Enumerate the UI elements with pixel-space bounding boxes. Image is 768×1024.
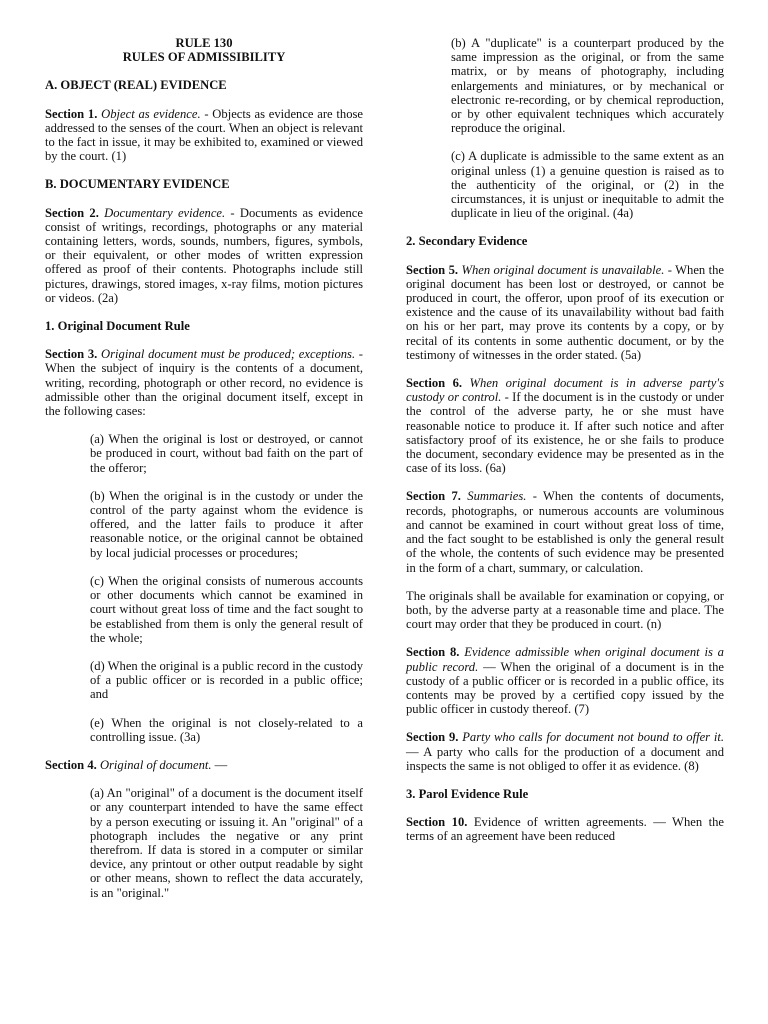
left-column — [45, 36, 363, 914]
section-5 — [406, 263, 724, 362]
section-4-item-a: (a) An "original" of a document is the document itself or any counterpart intended to have the same effect by a person executing or issuing it. An "original" of a photograph includes the negative or any print therefrom. If data is stored in a computer or similar device, any printout or other output readable by sight or other means, shown to reflect the data accurately, is an "original." — [90, 786, 363, 900]
section-3-label: Section 3. — [45, 347, 98, 362]
section-10-body: Evidence of written agreements. — When the terms of an agreement have been reduced — [406, 815, 724, 844]
section-7-body: - When the contents of documents, records, photographs, or numerous accounts are voluminous and cannot be examined in court without great loss of time, and the fact sought to be established is only the general result of the whole, the contents of such evidence may be presented in the form of a chart, summary, or calculation. — [406, 489, 724, 575]
section-4-label: Section 4. — [45, 757, 97, 772]
section-1 — [45, 107, 363, 164]
section-4-dash: — — [211, 757, 228, 772]
section-1-label: Section 1. — [45, 106, 98, 121]
section-4-item-b: (b) A "duplicate" is a counterpart produced by the same impression as the original, or from the same matrix, or by means of photography, including enlargements and miniatures, or by mechanical or electronic re-recording, or by chemical reproduction, or by other equivalent techniques which accurately reproduce the original. — [451, 36, 724, 136]
subheading-secondary-evidence: 2. Secondary Evidence — [406, 234, 528, 249]
section-8 — [406, 645, 724, 716]
section-5-body: - When the original document has been lost or destroyed, or cannot be produced in court, the offeror, upon proof of its execution or existence and the cause of its unavailability without bad faith on his or her part, may prove its contents by a copy, or by recital of its contents in some authentic document, or by the testimony of witnesses in the order stated. (5a) — [406, 262, 724, 362]
section-8-body: — When the original of a document is in the custody of a public officer or is recorded in a public office, its contents may be proved by a certified copy issued by the public officer in custody thereof. (7) — [406, 659, 724, 717]
rule-number: RULE 130 — [175, 36, 233, 50]
rule-title: RULES OF ADMISSIBILITY — [122, 50, 286, 65]
part-a-heading: A. OBJECT (REAL) EVIDENCE — [45, 78, 227, 93]
section-8-heading: Evidence admissible when original document is a public record. — [406, 645, 724, 674]
subheading-original-document-rule: 1. Original Document Rule — [45, 319, 190, 334]
section-2 — [45, 206, 363, 305]
part-b-heading: B. DOCUMENTARY EVIDENCE — [45, 177, 230, 192]
section-10 — [406, 815, 724, 843]
section-3 — [45, 347, 363, 418]
section-2-body: - Documents as evidence consist of writings, recordings, photographs or any material containing letters, words, sounds, numbers, figures, symbols, or their equivalent, or other modes of written expression offered as proof of their contents. Photographs include still pictures, drawings, stored images, x-ray films, motion pictures or videos. (2a) — [45, 205, 363, 305]
section-6 — [406, 376, 724, 475]
section-3-item-d: (d) When the original is a public record in the custody of a public officer or is recorded in a public office; and — [90, 658, 363, 702]
section-1-heading: Object as evidence. — [101, 106, 201, 121]
right-column — [406, 36, 724, 858]
section-10-label: Section 10. — [406, 815, 468, 830]
section-5-heading: When original document is unavailable. — [461, 262, 665, 277]
section-4-item-c: (c) A duplicate is admissible to the same extent as an original unless (1) a genuine question is raised as to the authenticity of the original, or (2) in the circumstances, it is unjust or inequitable to admit the duplicate in lieu of the original. (4a) — [451, 149, 724, 221]
section-7-paragraph: The originals shall be available for examination or copying, or both, by the adverse party at a reasonable time and place. The court may order that they be produced in court. (n) — [406, 588, 724, 632]
section-7-heading: Summaries. — [467, 489, 527, 504]
section-2-heading: Documentary evidence. — [104, 205, 226, 220]
section-3-item-c: (c) When the original consists of numerous accounts or other documents which cannot be examined in court without great loss of time and the fact sought to be established from them is only the general result of the whole; — [90, 573, 363, 645]
section-1-body: - Objects as evidence are those addressed to the senses of the court. When an object is relevant to the fact in issue, it may be exhibited to, examined or viewed by the court. (1) — [45, 106, 364, 164]
section-7 — [406, 489, 724, 574]
section-6-label: Section 6. — [406, 376, 463, 391]
section-6-heading: When original document is in adverse party's custody or control. — [406, 376, 724, 405]
section-4 — [45, 758, 363, 772]
section-9-heading: Party who calls for document not bound to offer it. — [462, 730, 725, 745]
section-3-item-b: (b) When the original is in the custody or under the control of the party against whom the evidence is offered, and the latter fails to produce it after reasonable notice, or the original cannot be obtained by local judicial processes or procedures; — [90, 488, 363, 560]
section-3-item-a: (a) When the original is lost or destroyed, or cannot be produced in court, without bad faith on the part of the offeror; — [90, 432, 363, 475]
section-5-label: Section 5. — [406, 262, 459, 277]
section-8-label: Section 8. — [406, 645, 460, 660]
section-7-label: Section 7. — [406, 489, 461, 504]
section-2-label: Section 2. — [45, 205, 99, 220]
section-4-heading: Original of document. — [99, 757, 212, 772]
section-3-body: - When the subject of inquiry is the contents of a document, writing, recording, photograph or other record, no evidence is admissible other than the original document itself, except in the following cases: — [45, 347, 363, 419]
subheading-parol-evidence-rule: 3. Parol Evidence Rule — [406, 786, 529, 801]
section-9-label: Section 9. — [406, 730, 459, 745]
section-6-body: - If the document is in the custody or under the control of the adverse party, he or she must have reasonable notice to produce it. If after such notice and after satisfactory proof of its existence, he or she fails to produce the document, secondary evidence may be presented as in the case of its loss. (6a) — [406, 390, 724, 476]
section-9 — [406, 730, 724, 773]
section-9-body: — A party who calls for the production of a document and inspects the same is not obliged to offer it as evidence. (8) — [406, 744, 724, 773]
section-3-item-e: (e) When the original is not closely-related to a controlling issue. (3a) — [90, 715, 363, 744]
section-3-heading: Original document must be produced; exceptions. — [101, 347, 356, 362]
